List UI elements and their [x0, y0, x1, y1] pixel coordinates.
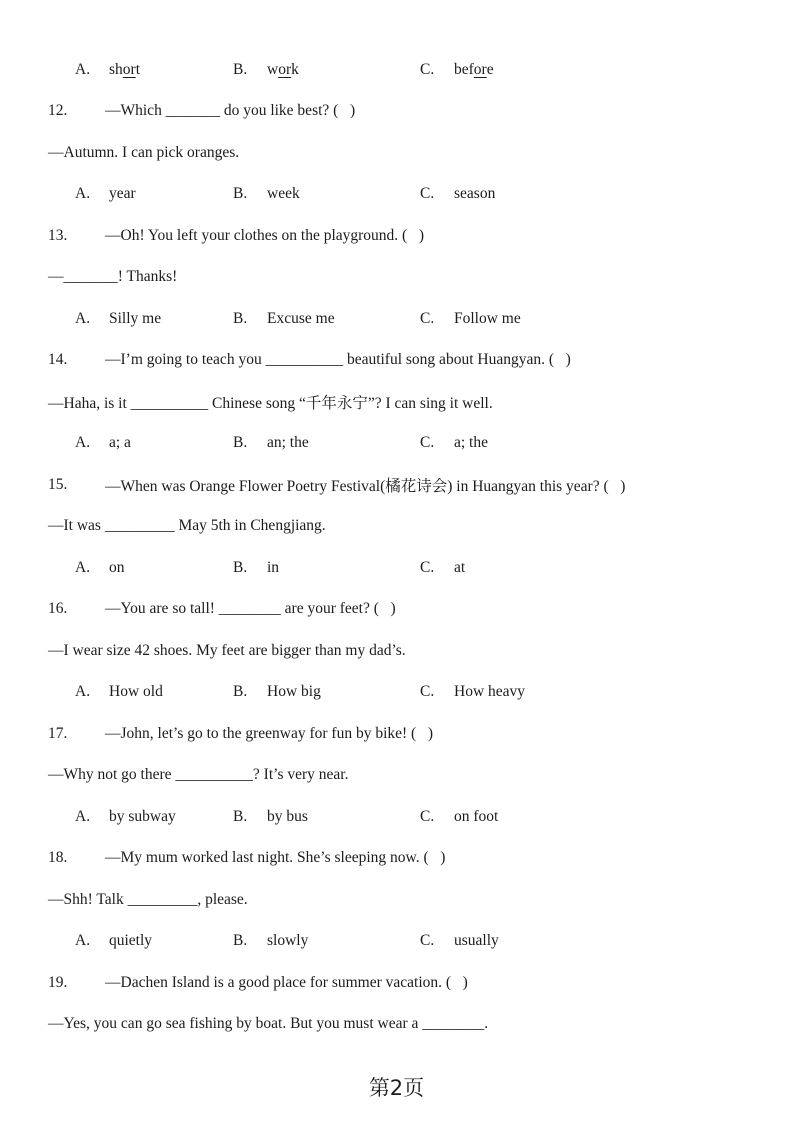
option-item-b [233, 434, 420, 452]
option-letter: A. [75, 185, 91, 203]
question-text: —When was Orange Flower Poetry Festival(橘花诗会) in Huangyan this year? ( ) [105, 477, 626, 495]
option-item-a [75, 808, 233, 826]
option-text: How big [267, 683, 321, 701]
dialogue-line [48, 879, 757, 921]
option-word-post: e [486, 60, 494, 78]
dialogue-line [48, 381, 757, 423]
option-text: Silly me [109, 309, 162, 327]
option-word-underlined: or [122, 60, 136, 78]
question-text: —Oh! You left your clothes on the playground. ( ) [105, 226, 424, 244]
option-item-b [233, 61, 420, 79]
option-text: How heavy [454, 683, 526, 701]
question-text: —Dachen Island is a good place for summer vacation. ( ) [105, 973, 468, 991]
option-letter: C. [420, 434, 435, 452]
question-line-14 [48, 340, 757, 382]
question-line-19 [48, 962, 757, 1004]
option-text: in [267, 558, 280, 576]
question-text: —John, let’s go to the greenway for fun by bike! ( ) [105, 724, 434, 742]
question-line-16 [48, 589, 757, 631]
option-letter: C. [420, 558, 435, 576]
option-letter: A. [75, 434, 91, 452]
question-text: —I’m going to teach you __________ beautiful song about Huangyan. ( ) [105, 351, 571, 369]
option-letter: C. [420, 683, 435, 701]
option-word-pre: sh [109, 60, 123, 78]
option-item-b [233, 683, 420, 701]
option-text: a; the [454, 434, 488, 452]
options-row-12 [48, 174, 757, 216]
question-number: 12. [48, 102, 68, 120]
question-line-18 [48, 838, 757, 880]
option-letter: A. [75, 807, 91, 825]
option-item-a [75, 932, 233, 950]
option-item-a [75, 185, 233, 203]
option-letter: C. [420, 60, 435, 78]
question-text: —My mum worked last night. She’s sleeping now. ( ) [105, 849, 446, 867]
option-word-underlined: or [278, 60, 292, 78]
option-text: at [454, 558, 466, 576]
option-text: slowly [267, 932, 309, 950]
options-row-17 [48, 796, 757, 838]
option-text: How old [109, 683, 163, 701]
option-item-c [420, 185, 757, 203]
option-item-c [420, 808, 757, 826]
dialogue-text: —Shh! Talk _________, please. [48, 890, 248, 908]
option-letter: A. [75, 932, 91, 950]
question-number: 15. [48, 475, 68, 493]
option-text: on foot [454, 807, 499, 825]
option-text: by subway [109, 807, 176, 825]
option-letter: B. [233, 185, 248, 203]
option-item-a [75, 310, 233, 328]
options-row-18 [48, 921, 757, 963]
question-number: 19. [48, 973, 68, 991]
option-item-c [420, 61, 757, 79]
option-item-c [420, 683, 757, 701]
option-item-b [233, 932, 420, 950]
option-text: week [267, 185, 300, 203]
option-letter: B. [233, 807, 248, 825]
dialogue-line [48, 1004, 757, 1046]
option-letter: C. [420, 309, 435, 327]
option-text: quietly [109, 932, 153, 950]
page-number: 第2页 [368, 1076, 425, 1100]
question-line-15 [48, 464, 757, 506]
option-item-a [75, 61, 233, 79]
option-letter: B. [233, 309, 248, 327]
option-text: a; a [109, 434, 131, 452]
option-word-pre: bef [454, 60, 474, 78]
option-letter: A. [75, 683, 91, 701]
option-letter: B. [233, 60, 248, 78]
option-item-b [233, 310, 420, 328]
option-item-c [420, 932, 757, 950]
options-row-13 [48, 298, 757, 340]
question-number: 18. [48, 849, 68, 867]
option-text: by bus [267, 807, 308, 825]
option-letter: C. [420, 807, 435, 825]
dialogue-text: —Yes, you can go sea fishing by boat. But you must wear a ________. [48, 1015, 489, 1033]
question-text: —You are so tall! ________ are your feet? ( ) [105, 600, 396, 618]
dialogue-text: —Haha, is it __________ Chinese song “千年永宁”? I can sing it well. [48, 394, 493, 412]
question-number: 17. [48, 724, 68, 742]
option-letter: B. [233, 434, 248, 452]
dialogue-line [48, 506, 757, 548]
option-letter: C. [420, 185, 435, 203]
option-item-a [75, 683, 233, 701]
option-text: on [109, 558, 125, 576]
option-item-b [233, 559, 420, 577]
option-text: an; the [267, 434, 309, 452]
option-letter: B. [233, 932, 248, 950]
option-text: Excuse me [267, 309, 335, 327]
question-number: 14. [48, 351, 68, 369]
options-row-phonetics [48, 49, 757, 91]
question-number: 13. [48, 226, 68, 244]
option-item-a [75, 559, 233, 577]
options-row-14 [48, 423, 757, 465]
option-item-b [233, 185, 420, 203]
option-text: year [109, 185, 136, 203]
dialogue-text: —_______! Thanks! [48, 268, 178, 286]
option-letter: A. [75, 558, 91, 576]
question-line-17 [48, 713, 757, 755]
option-letter: B. [233, 558, 248, 576]
dialogue-text: —I wear size 42 shoes. My feet are bigger than my dad’s. [48, 641, 406, 659]
dialogue-line [48, 755, 757, 797]
option-letter: B. [233, 683, 248, 701]
option-item-c [420, 310, 757, 328]
dialogue-line [48, 257, 757, 299]
option-item-b [233, 808, 420, 826]
option-word-post: k [291, 60, 299, 78]
options-row-16 [48, 672, 757, 714]
options-row-15 [48, 547, 757, 589]
option-word-post: t [135, 60, 141, 78]
dialogue-text: —It was _________ May 5th in Chengjiang. [48, 517, 326, 535]
option-item-a [75, 434, 233, 452]
question-line-13 [48, 215, 757, 257]
dialogue-text: —Why not go there __________? It’s very near. [48, 766, 349, 784]
option-word-pre: w [267, 60, 279, 78]
dialogue-text: —Autumn. I can pick oranges. [48, 143, 240, 161]
option-letter: C. [420, 932, 435, 950]
option-letter: A. [75, 309, 91, 327]
option-letter: A. [75, 60, 91, 78]
question-line-12 [48, 91, 757, 133]
option-text: season [454, 185, 496, 203]
dialogue-line [48, 132, 757, 174]
option-item-c [420, 434, 757, 452]
question-text: —Which _______ do you like best? ( ) [105, 102, 356, 120]
option-text: usually [454, 932, 499, 950]
option-item-c [420, 559, 757, 577]
option-text: Follow me [454, 309, 521, 327]
dialogue-line [48, 630, 757, 672]
question-number: 16. [48, 600, 68, 618]
option-word-underlined: or [473, 60, 487, 78]
